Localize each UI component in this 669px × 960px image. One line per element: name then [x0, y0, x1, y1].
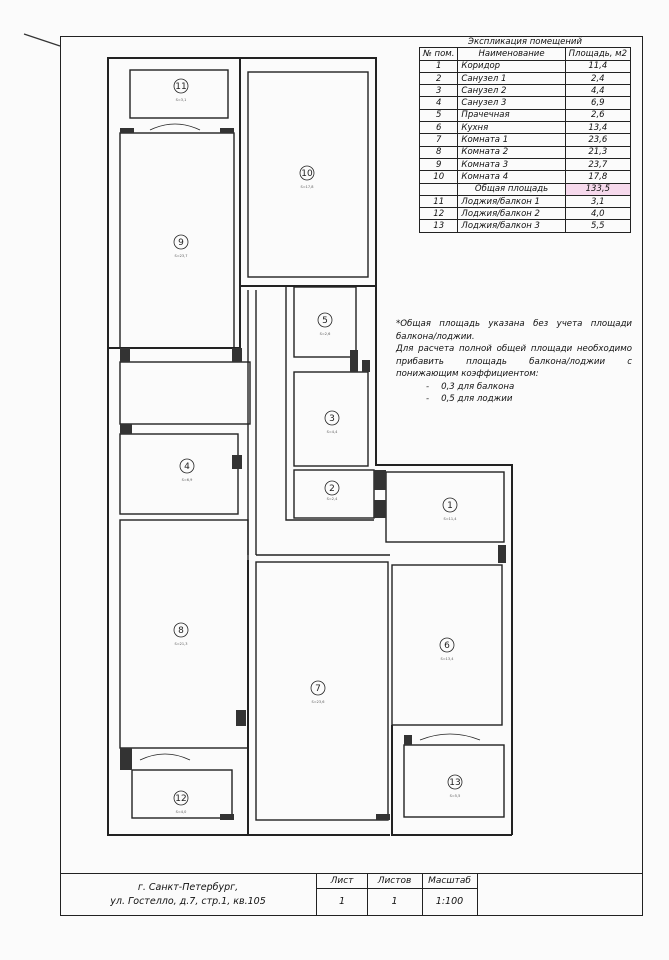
room-9-number: 9 [178, 238, 184, 248]
row-name: Кухня [458, 122, 565, 134]
room-4-number: 4 [184, 462, 190, 472]
row-name: Лоджия/балкон 3 [458, 220, 565, 232]
room-6-number: 6 [444, 641, 450, 651]
room-1-outline [386, 472, 504, 542]
room-12-area: S=4,0 [175, 810, 187, 814]
room-6-area: S=13,4 [440, 657, 454, 661]
row-num: 10 [420, 171, 458, 183]
row-area: 13,4 [565, 122, 630, 134]
room-12-number: 12 [175, 794, 187, 804]
room-2-number: 2 [329, 484, 335, 494]
room-13-area: S=5,5 [449, 794, 461, 798]
row-num: 3 [420, 85, 458, 97]
note-item: - 0,3 для балкона [426, 381, 515, 392]
row-num: 2 [420, 72, 458, 84]
header-area: Площадь, м2 [565, 48, 630, 60]
explication-row [420, 134, 631, 146]
room-4-outline [120, 434, 238, 514]
row-num: 9 [420, 158, 458, 170]
balcony-row [420, 220, 631, 232]
row-area: 4,0 [565, 208, 630, 220]
row-area: 2,4 [565, 72, 630, 84]
explication-table [419, 36, 631, 233]
room-8-area: S=21,3 [174, 642, 188, 646]
address [60, 874, 317, 915]
row-area: 5,5 [565, 220, 630, 232]
room-5-area: S=2,6 [319, 332, 331, 336]
room-1-area: S=11,4 [443, 517, 457, 521]
address-city: г. Санкт-Петербург, [137, 882, 239, 893]
explication-row [420, 146, 631, 158]
room-unnamed-outline [120, 362, 250, 424]
explication-title: Экспликация помещений [420, 36, 631, 48]
row-num: 1 [420, 60, 458, 72]
room-8-outline [120, 520, 248, 748]
sheet-cell: Лист 1 [317, 874, 368, 915]
row-area: 23,6 [565, 134, 630, 146]
explication-row [420, 171, 631, 183]
row-name: Комната 4 [458, 171, 565, 183]
row-name: Прачечная [458, 109, 565, 121]
explication-row [420, 72, 631, 84]
row-area: 23,7 [565, 158, 630, 170]
row-num: 4 [420, 97, 458, 109]
room-7-outline [256, 562, 388, 820]
row-area: 17,8 [565, 171, 630, 183]
room-3-number: 3 [329, 414, 335, 424]
row-num: 11 [420, 195, 458, 207]
room-9-area: S=23,7 [174, 254, 188, 258]
row-name: Санузел 2 [458, 85, 565, 97]
area-note [396, 318, 632, 406]
note-item: - 0,5 для лоджии [426, 394, 513, 404]
note-loggia-coef: 0,5 для лоджии [441, 394, 513, 404]
row-area: 4,4 [565, 85, 630, 97]
row-name: Санузел 1 [458, 72, 565, 84]
row-name: Лоджия/балкон 1 [458, 195, 565, 207]
balcony-row [420, 208, 631, 220]
room-7-number: 7 [315, 684, 321, 694]
total-label: Общая площадь [458, 183, 565, 195]
explication-row [420, 122, 631, 134]
row-name: Комната 3 [458, 158, 565, 170]
room-11-area: S=3,1 [175, 98, 187, 102]
note-line-1: *Общая площадь указана без учета площади балкона/лоджии. [396, 319, 632, 342]
row-name: Коридор [458, 60, 565, 72]
explication-row [420, 158, 631, 170]
explication-row [420, 85, 631, 97]
explication-row [420, 60, 631, 72]
explication-row [420, 97, 631, 109]
plan-wall-left-upper [108, 58, 240, 348]
room-7-area: S=23,6 [311, 700, 325, 704]
room-10-area: S=17,8 [300, 185, 314, 189]
row-area: 2,6 [565, 109, 630, 121]
balcony-row [420, 195, 631, 207]
row-num: 7 [420, 134, 458, 146]
room-5-number: 5 [322, 316, 328, 326]
row-num: 12 [420, 208, 458, 220]
sheets-cell: Листов 1 [367, 874, 423, 915]
note-line-2: Для расчета полной общей площади необходимо прибавить площадь балкона/лоджии с понижающим коэффициентом: [396, 344, 632, 379]
room-9-outline [120, 133, 234, 348]
row-num: 5 [420, 109, 458, 121]
room-2-outline [294, 470, 374, 518]
room-4-area: S=6,9 [181, 478, 193, 482]
room-3-area: S=4,4 [326, 430, 338, 434]
title-block [60, 873, 643, 916]
row-area: 3,1 [565, 195, 630, 207]
scale-cell: Масштаб 1:100 [422, 874, 478, 915]
row-area: 6,9 [565, 97, 630, 109]
header-name: Наименование [458, 48, 565, 60]
room-11-number: 11 [175, 82, 187, 92]
room-8-number: 8 [178, 626, 184, 636]
row-num: 6 [420, 122, 458, 134]
note-balcony-coef: 0,3 для балкона [441, 381, 515, 392]
address-street: ул. Гостелло, д.7, стр.1, кв.105 [110, 896, 266, 907]
total-area: 133,5 [565, 183, 630, 195]
room-1-number: 1 [447, 501, 453, 511]
room-13-number: 13 [449, 778, 461, 788]
header-num: № пом. [420, 48, 458, 60]
row-name: Санузел 3 [458, 97, 565, 109]
row-area: 11,4 [565, 60, 630, 72]
row-num: 13 [420, 220, 458, 232]
row-name: Комната 2 [458, 146, 565, 158]
row-name: Лоджия/балкон 2 [458, 208, 565, 220]
row-num: 8 [420, 146, 458, 158]
explication-row [420, 109, 631, 121]
row-name: Комната 1 [458, 134, 565, 146]
room-2-area: S=2,4 [326, 497, 338, 501]
row-area: 21,3 [565, 146, 630, 158]
room-11-outline [130, 70, 228, 118]
room-10-number: 10 [301, 169, 313, 179]
